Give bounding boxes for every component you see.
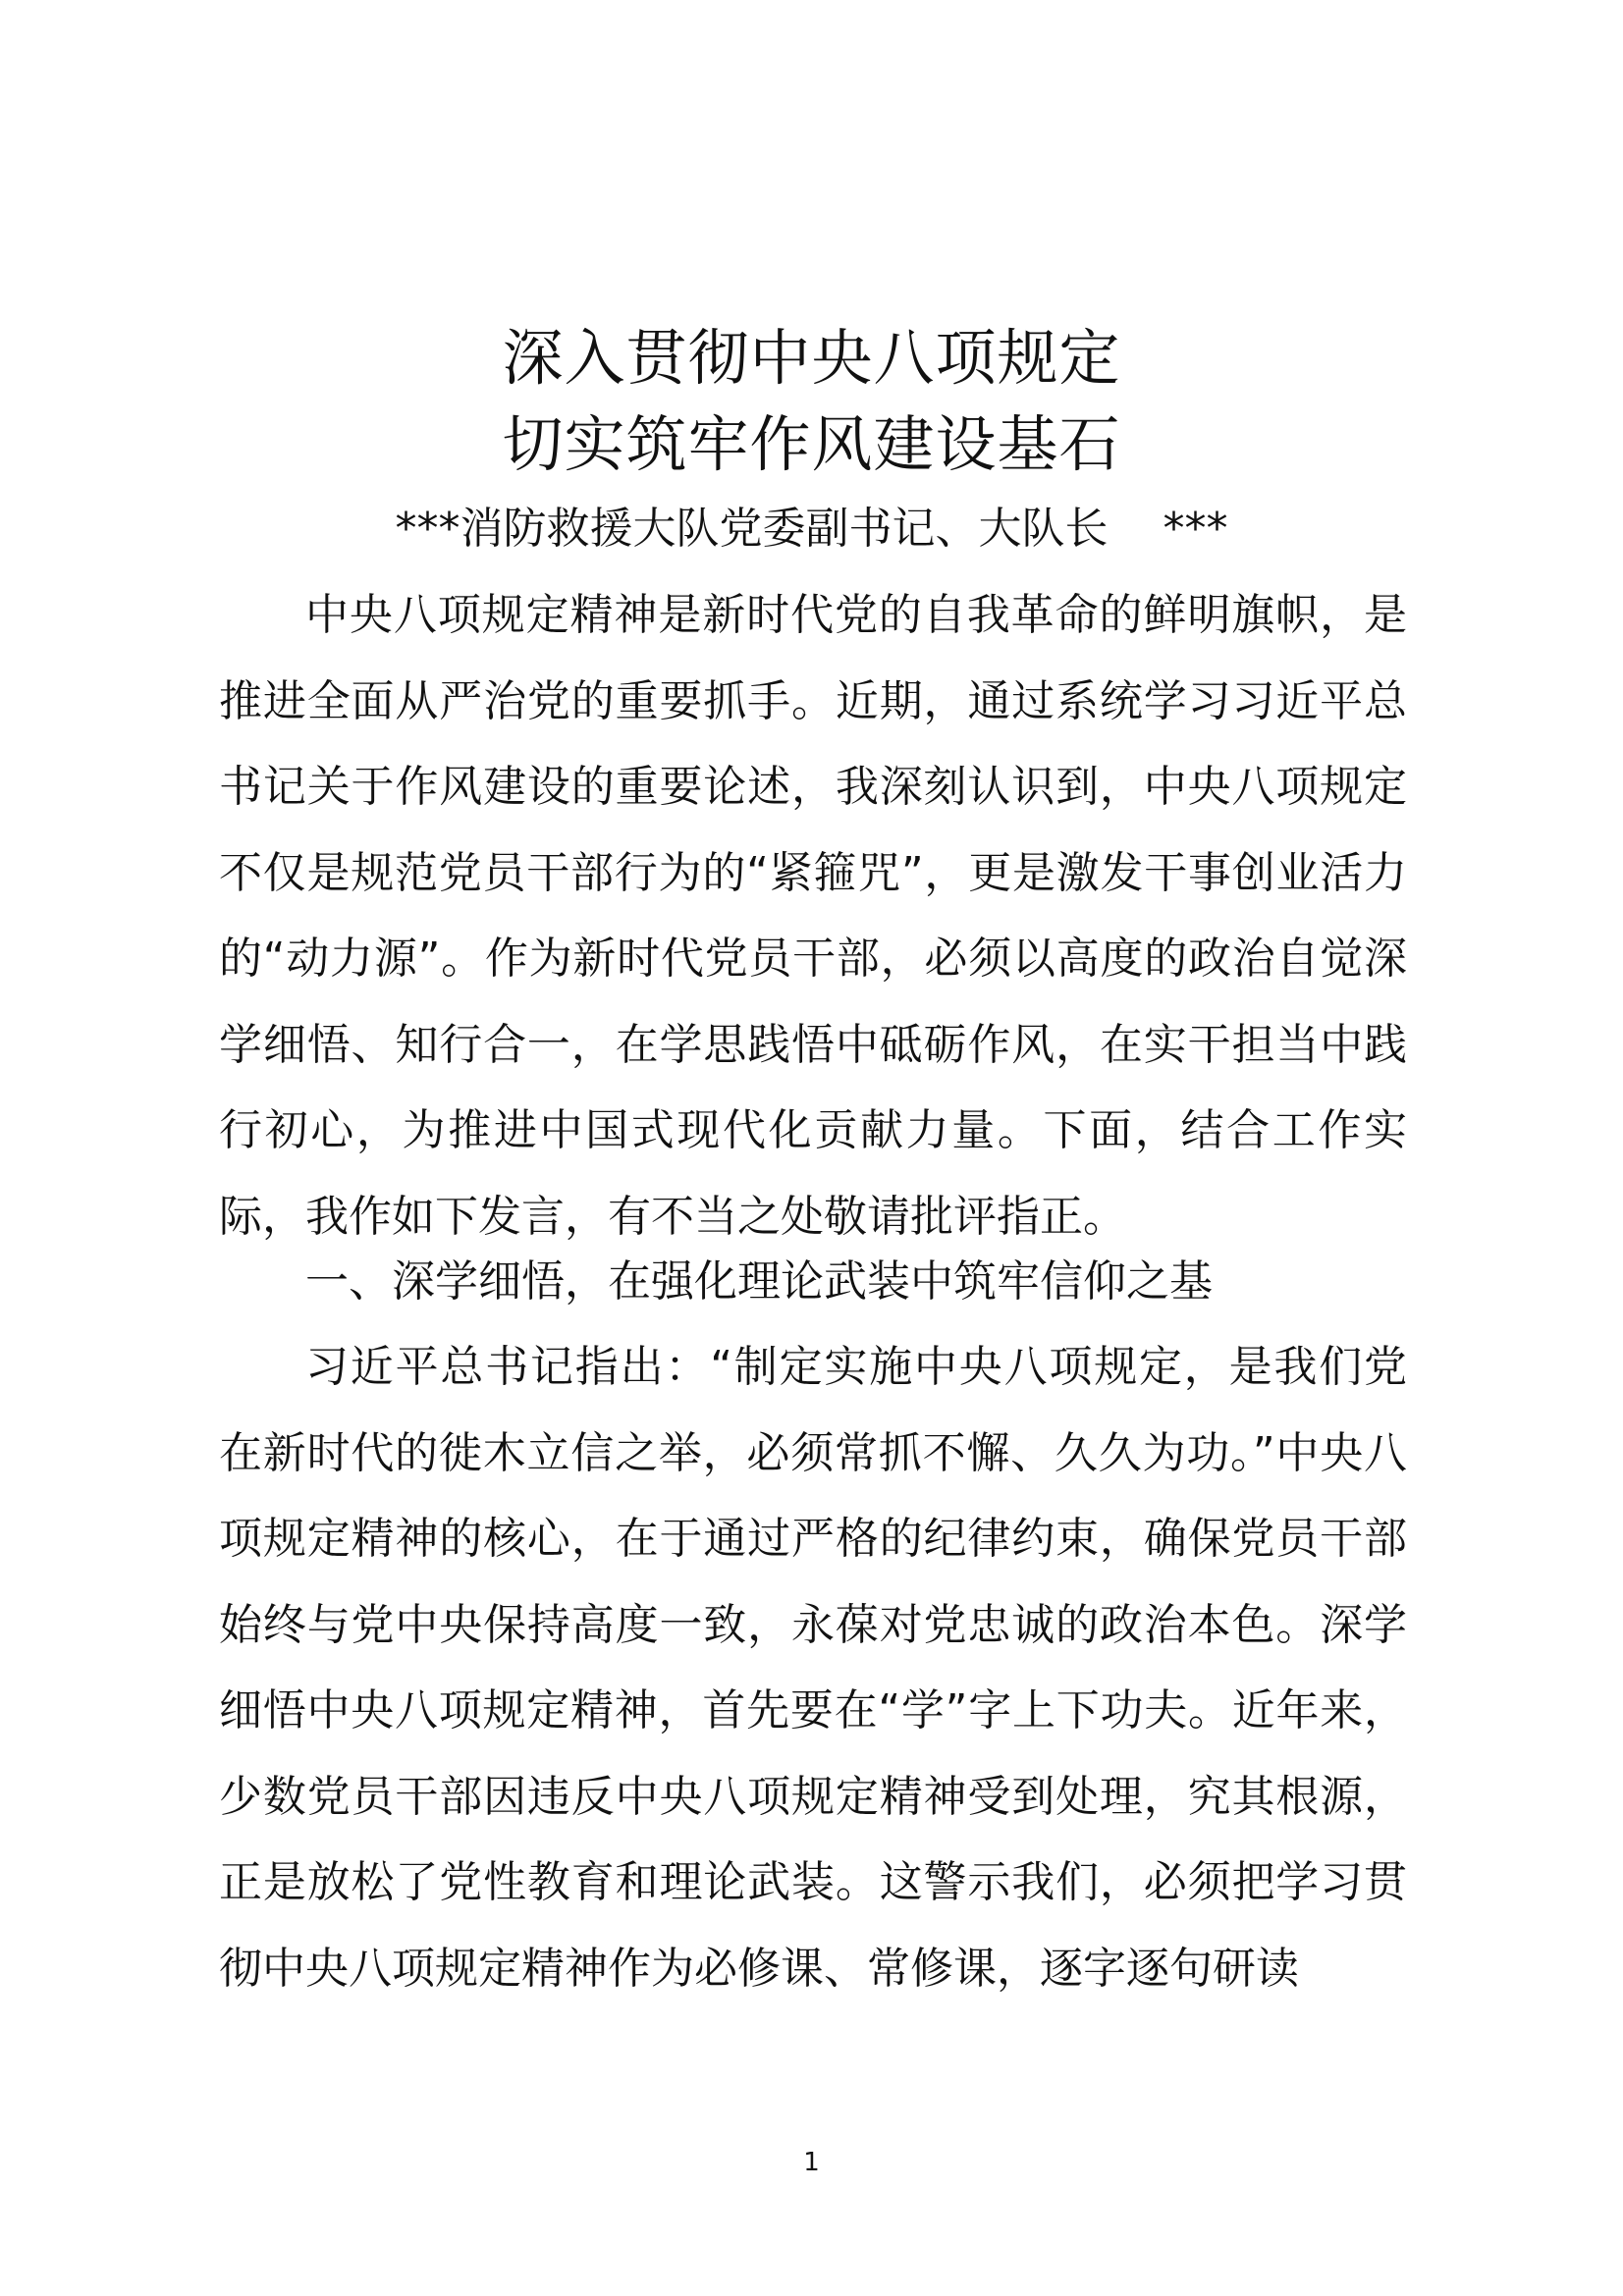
author-line: ***消防救援大队党委副书记、大队长 *** xyxy=(395,504,1228,554)
section-1-paragraph: 习近平总书记指出：“制定实施中央八项规定，是我们党在新时代的徙木立信之举，必须常抓不懈、久久为功。”中央八项规定精神的核心，在于通过严格的纪律约束，确保党员干部始终与党中央保持高度一致，永葆对党忠诚的政治本色。深学细悟中央八项规定精神，首先要在“学”字上下功夫。近年来，少数党员干部因违反中央八项规定精神受到处理，究其根源，正是放松了党性教育和理论武装。这警示我们，必须把学习贯彻中央八项规定精神作为必修课、常修课，逐字逐句研读 xyxy=(219,1342,1407,1994)
intro-paragraph: 中央八项规定精神是新时代党的自我革命的鲜明旗帜，是推进全面从严治党的重要抓手。近期，通过系统学习习近平总书记关于作风建设的重要论述，我深刻认识到，中央八项规定不仅是规范党员干部行为的“紧箍咒”，更是激发干事创业活力的“动力源”。作为新时代党员干部，必须以高度的政治自觉深学细悟、知行合一，在学思践悟中砥砺作风，在实干担当中践行初心，为推进中国式现代化贡献力量。下面，结合工作实际，我作如下发言，有不当之处敬请批评指正。 xyxy=(219,590,1407,1242)
section-heading-1: 一、深学细悟，在强化理论武装中筑牢信仰之基 xyxy=(305,1256,1213,1307)
title-line-2: 切实筑牢作风建设基石 xyxy=(502,408,1121,480)
page-number: 1 xyxy=(803,2148,820,2177)
title-line-1: 深入贯彻中央八项规定 xyxy=(502,322,1121,394)
